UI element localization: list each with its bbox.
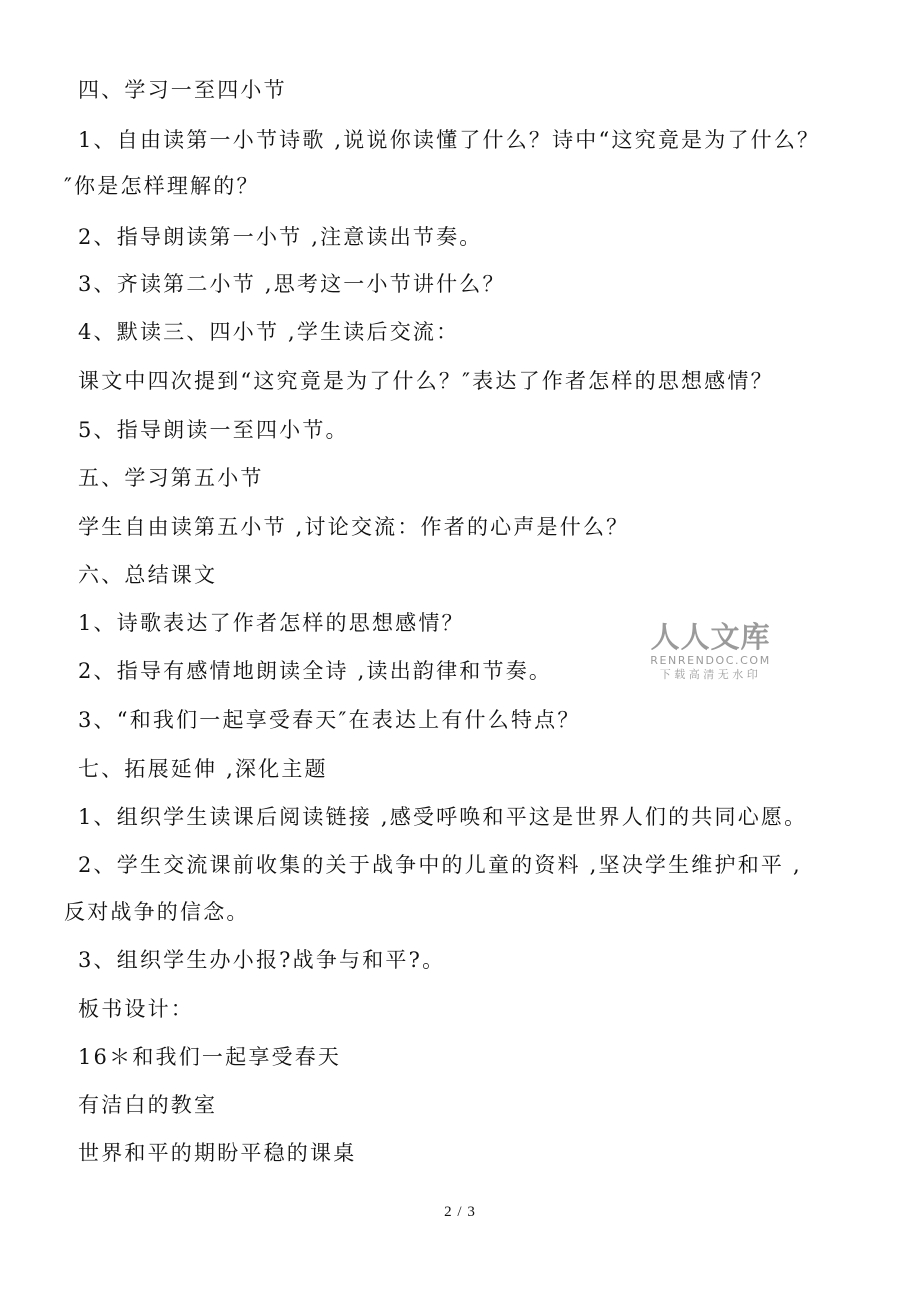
watermark-title: 人人文库 — [650, 620, 771, 654]
text-line: 学生自由读第五小节 ,讨论交流：作者的心声是什么？ — [78, 515, 630, 539]
text-line: 反对战争的信念。 — [64, 900, 250, 924]
text-line: 3、“和我们一起享受春天″在表达上有什么特点？ — [78, 708, 581, 732]
text-line: ″你是怎样理解的？ — [64, 174, 260, 198]
page-indicator: 2 / 3 — [444, 1204, 476, 1220]
board-title: 16＊和我们一起享受春天 — [78, 1045, 342, 1069]
text-line: 3、组织学生办小报?战争与和平?。 — [78, 948, 446, 972]
heading-section-5: 五、学习第五小节 — [78, 466, 264, 490]
text-line: 1、组织学生读课后阅读链接 ,感受呼唤和平这是世界人们的共同心愿。 — [78, 805, 808, 829]
heading-section-6: 六、总结课文 — [78, 563, 218, 587]
watermark-url: RENRENDOC.COM — [650, 654, 771, 667]
text-line: 2、指导有感情地朗读全诗 ,读出韵律和节奏。 — [78, 659, 553, 683]
text-line: 1、诗歌表达了作者怎样的思想感情？ — [78, 611, 465, 635]
heading-section-7: 七、拓展延伸 ,深化主题 — [78, 757, 328, 781]
text-line: 4、默读三、四小节 ,学生读后交流： — [78, 320, 460, 344]
board-line: 有洁白的教室 — [78, 1093, 218, 1117]
board-line: 世界和平的期盼平稳的课桌 — [78, 1141, 357, 1165]
text-line: 3、齐读第二小节 ,思考这一小节讲什么？ — [78, 272, 506, 296]
heading-section-4: 四、学习一至四小节 — [78, 78, 287, 102]
watermark-subtitle: 下载高清无水印 — [659, 668, 762, 681]
text-line: 1、自由读第一小节诗歌 ,说说你读懂了什么？诗中“这究竟是为了什么？ — [78, 128, 821, 152]
watermark-logo — [648, 620, 773, 682]
text-line: 2、指导朗读第一小节 ,注意读出节奏。 — [78, 225, 483, 249]
text-line: 5、指导朗读一至四小节。 — [78, 418, 349, 442]
text-line: 课文中四次提到“这究竟是为了什么？″表达了作者怎样的思想感情？ — [78, 369, 774, 393]
board-design-heading: 板书设计： — [78, 997, 194, 1021]
text-line: 2、学生交流课前收集的关于战争中的儿童的资料 ,坚决学生维护和平 , — [78, 853, 802, 877]
